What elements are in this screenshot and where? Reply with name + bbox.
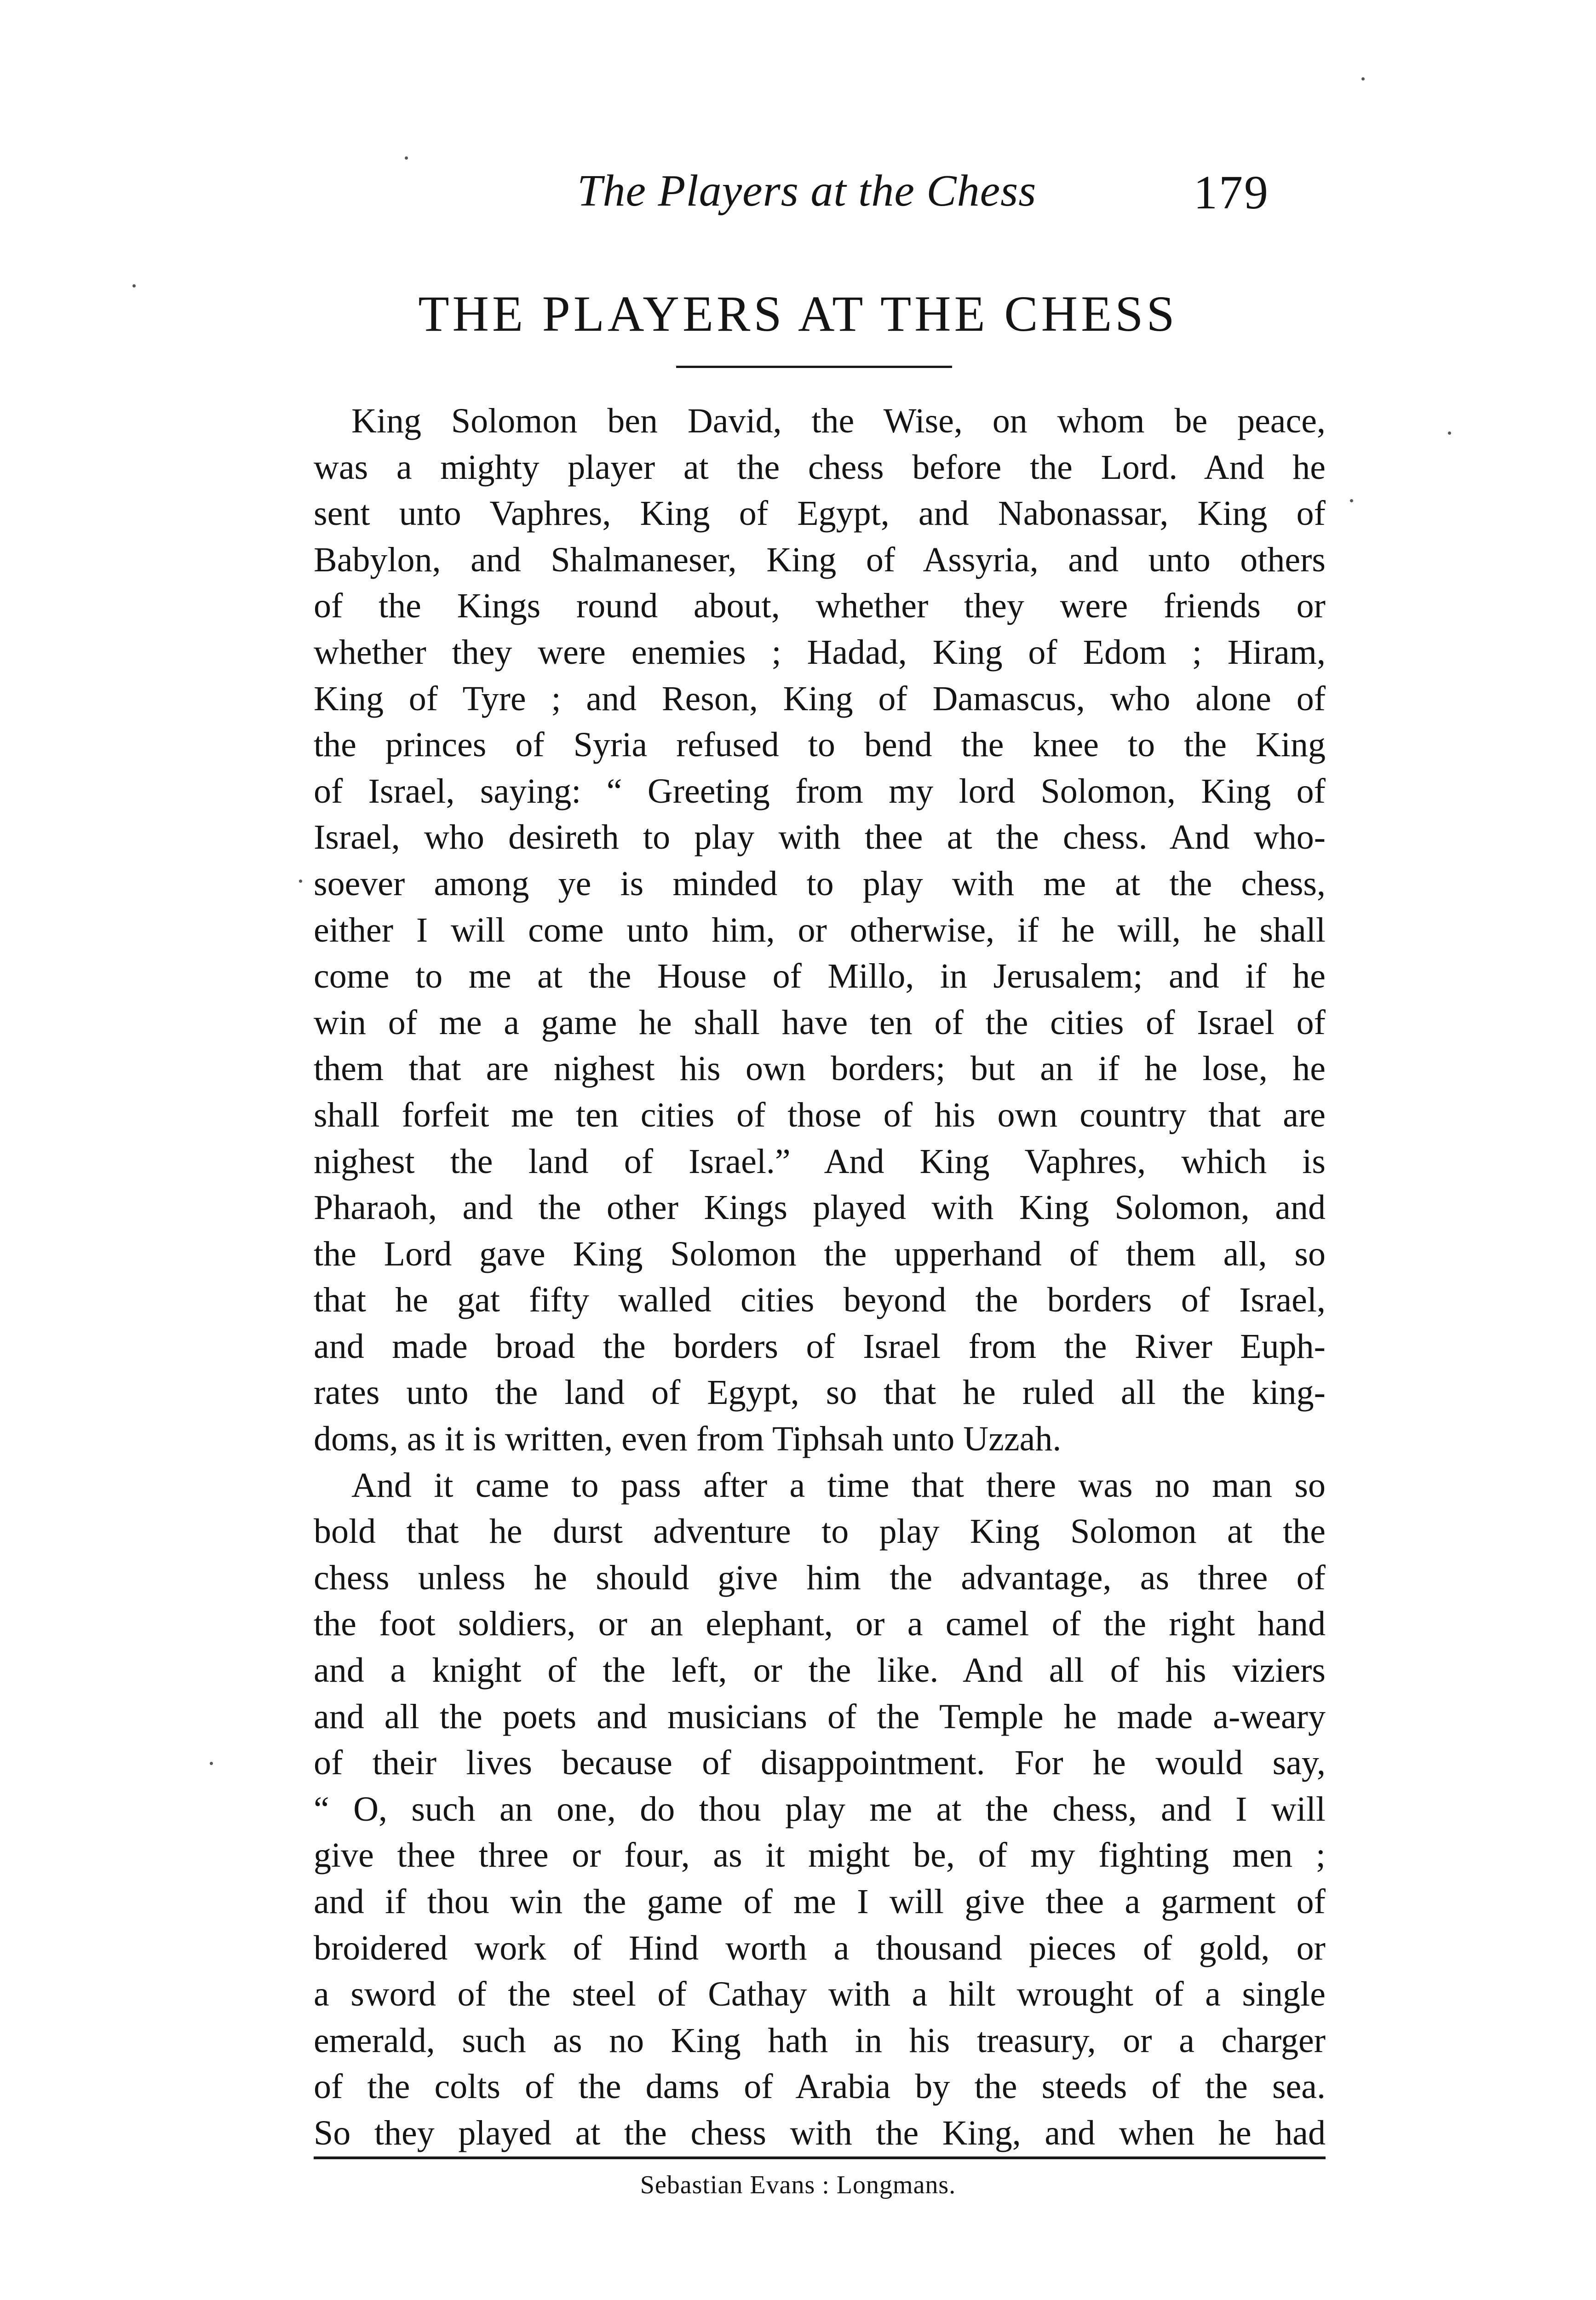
running-head — [0, 163, 1596, 218]
text-line: whether they were enemies ; Hadad, King of Edom ; Hiram, — [314, 632, 1326, 672]
text-line: sent unto Vaphres, King of Egypt, and Nabonassar, King of — [314, 494, 1326, 533]
text-line: either I will come unto him, or otherwise, if he will, he shall — [314, 910, 1326, 949]
text-line: Pharaoh, and the other Kings played with King Solomon, and — [314, 1188, 1326, 1227]
scan-speck — [1448, 431, 1451, 435]
text-line: and made broad the borders of Israel from the River Euph- — [314, 1327, 1326, 1366]
text-line: So they played at the chess with the King, and when he had — [314, 2113, 1326, 2152]
paragraph — [314, 1462, 1326, 2156]
running-title: The Players at the Chess — [577, 166, 1037, 216]
text-line: them that are nighest his own borders; but an if he lose, he — [314, 1049, 1326, 1088]
page-number: 179 — [1194, 166, 1269, 219]
text-line: that he gat fifty walled cities beyond the borders of Israel, — [314, 1281, 1326, 1320]
text-line: and a knight of the left, or the like. And all of his viziers — [314, 1651, 1326, 1690]
text-line: win of me a game he shall have ten of the cities of Israel of — [314, 1003, 1326, 1042]
text-line: and if thou win the game of me I will give thee a garment of — [314, 1882, 1326, 1921]
scan-speck — [299, 880, 302, 883]
text-line: the princes of Syria refused to bend the knee to the King — [314, 725, 1326, 765]
body-text — [314, 398, 1326, 2156]
text-line: Israel, who desireth to play with thee at the chess. And who- — [314, 818, 1326, 857]
text-line: was a mighty player at the chess before the Lord. And he — [314, 448, 1326, 487]
text-line: of the colts of the dams of Arabia by the steeds of the sea. — [314, 2067, 1326, 2106]
text-line: “ O, such an one, do thou play me at the chess, and I will — [314, 1789, 1326, 1828]
scan-speck — [1350, 499, 1353, 502]
text-line: of their lives because of disappointment. For he would say, — [314, 1743, 1326, 1782]
scan-speck — [1361, 77, 1365, 80]
paragraph — [314, 398, 1326, 1462]
title-rule — [676, 366, 952, 368]
text-line: doms, as it is written, even from Tiphsah unto Uzzah. — [314, 1420, 1062, 1459]
chapter-title: THE PLAYERS AT THE CHESS — [418, 286, 1178, 342]
text-line: shall forfeit me ten cities of those of his own country that are — [314, 1095, 1326, 1134]
text-line: give thee three or four, as it might be, of my fighting men ; — [314, 1836, 1326, 1875]
text-line: of the Kings round about, whether they were friends or — [314, 586, 1326, 626]
text-line: a sword of the steel of Cathay with a hilt wrought of a single — [314, 1975, 1326, 2014]
text-line: the foot soldiers, or an elephant, or a camel of the right hand — [314, 1604, 1326, 1644]
text-line: chess unless he should give him the advantage, as three of — [314, 1558, 1326, 1597]
text-line: soever among ye is minded to play with me at the chess, — [314, 864, 1326, 903]
text-line: emerald, such as no King hath in his treasury, or a charger — [314, 2021, 1326, 2060]
footnote-rule — [314, 2156, 1326, 2159]
text-line: broidered work of Hind worth a thousand pieces of gold, or — [314, 1928, 1326, 1967]
text-line: and all the poets and musicians of the Temple he made a-weary — [314, 1697, 1326, 1736]
text-line: come to me at the House of Millo, in Jerusalem; and if he — [314, 957, 1326, 996]
scan-speck — [405, 156, 408, 160]
footnote: Sebastian Evans : Longmans. — [640, 2171, 956, 2199]
scan-speck — [132, 284, 136, 288]
text-line: King of Tyre ; and Reson, King of Damascus, who alone of — [314, 679, 1326, 718]
scan-speck — [210, 1762, 213, 1765]
text-line: the Lord gave King Solomon the upperhand of them all, so — [314, 1234, 1326, 1273]
text-line: King Solomon ben David, the Wise, on whom be peace, — [351, 402, 1326, 440]
text-line: Babylon, and Shalmaneser, King of Assyria, and unto others — [314, 540, 1326, 579]
text-line: rates unto the land of Egypt, so that he ruled all the king- — [314, 1373, 1326, 1412]
text-line: of Israel, saying: “ Greeting from my lord Solomon, King of — [314, 771, 1326, 811]
text-line: bold that he durst adventure to play King Solomon at the — [314, 1512, 1326, 1551]
text-line: nighest the land of Israel.” And King Vaphres, which is — [314, 1142, 1326, 1181]
text-line: And it came to pass after a time that there was no man so — [351, 1466, 1326, 1505]
